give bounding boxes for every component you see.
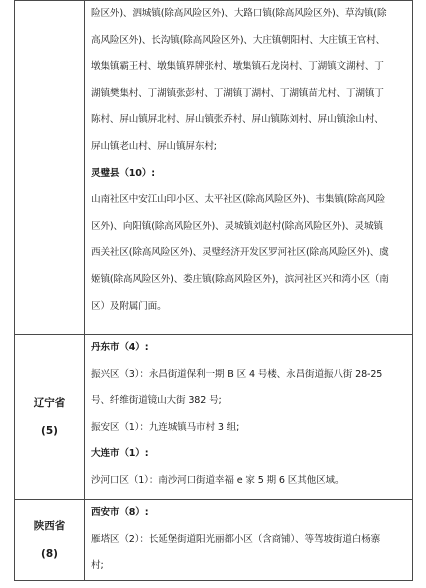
table-row — [15, 1, 413, 335]
county-heading: 灵璧县（10）: — [91, 167, 155, 179]
table-row — [15, 335, 413, 500]
province-count: (5) — [41, 425, 58, 437]
city-heading: 大连市（1）: — [91, 448, 149, 460]
area-line: 振安区（1）：九连城镇马市村 3 组; — [91, 421, 240, 433]
province-cell — [15, 335, 85, 500]
content-cell — [85, 500, 413, 581]
area-line: 高风险区外)、长沟镇(除高风险区外)、大庄镇朝阳村、大庄镇王官村、 — [91, 34, 386, 46]
content-cell — [85, 335, 413, 500]
city-heading: 丹东市（4）: — [91, 342, 149, 353]
area-line: 湖镇樊集村、丁湖镇张彭村、丁湖镇丁湖村、丁湖镇苗尤村、丁湖镇丁 — [91, 87, 384, 99]
province-cell — [15, 500, 85, 581]
area-line: 区）及附属门面。 — [91, 300, 167, 312]
document-page — [14, 0, 412, 588]
table-row — [15, 500, 413, 581]
province-count: (8) — [41, 548, 58, 560]
area-line: 屏山镇老山村、屏山镇屏东村; — [91, 140, 217, 152]
area-line: 号、纤维街道镜山大街 382 号; — [91, 395, 222, 407]
area-line: 振兴区（3）：永昌街道保利一期 B 区 4 号楼、永昌街道振八街 28-25 — [91, 368, 383, 380]
city-heading: 西安市（8）: — [91, 507, 149, 518]
area-line: 区外)、向阳镇(除高风险区外)、灵城镇刘赵村(除高风险区外)、灵城镇 — [91, 220, 383, 232]
area-line: 墩集镇霸王村、墩集镇界牌张村、墩集镇石龙岗村、丁湖镇文湖村、丁 — [91, 61, 384, 73]
area-line: 姬镇(除高风险区外)、娄庄镇(除高风险区外)，滨河社区兴和湾小区（南 — [91, 273, 389, 285]
province-name: 辽宁省 — [33, 397, 66, 409]
area-line: 险区外)、泗城镇(除高风险区外)、大路口镇(除高风险区外)、草沟镇(除 — [91, 8, 387, 19]
province-name: 陕西省 — [33, 520, 66, 532]
risk-area-table — [14, 0, 413, 581]
area-line: 雁塔区（2）：长延堡街道阳光丽都小区（含商铺）、等驾坡街道白杨寨 — [91, 533, 381, 545]
content-cell — [85, 1, 413, 335]
area-line: 村; — [91, 560, 104, 572]
province-cell-empty — [15, 1, 85, 335]
area-line: 山南社区中安江山印小区、太平社区(除高风险区外)、韦集镇(除高风险 — [91, 194, 386, 206]
area-line: 陈村、屏山镇屏北村、屏山镇张乔村、屏山镇陈刘村、屏山镇涂山村、 — [91, 114, 384, 126]
area-line: 西关社区(除高风险区外)、灵璧经济开发区罗河社区(除高风险区外)、虞 — [91, 247, 389, 259]
area-line: 沙河口区（1）：南沙河口街道幸福 e 家 5 期 6 区其他区域。 — [91, 474, 345, 486]
